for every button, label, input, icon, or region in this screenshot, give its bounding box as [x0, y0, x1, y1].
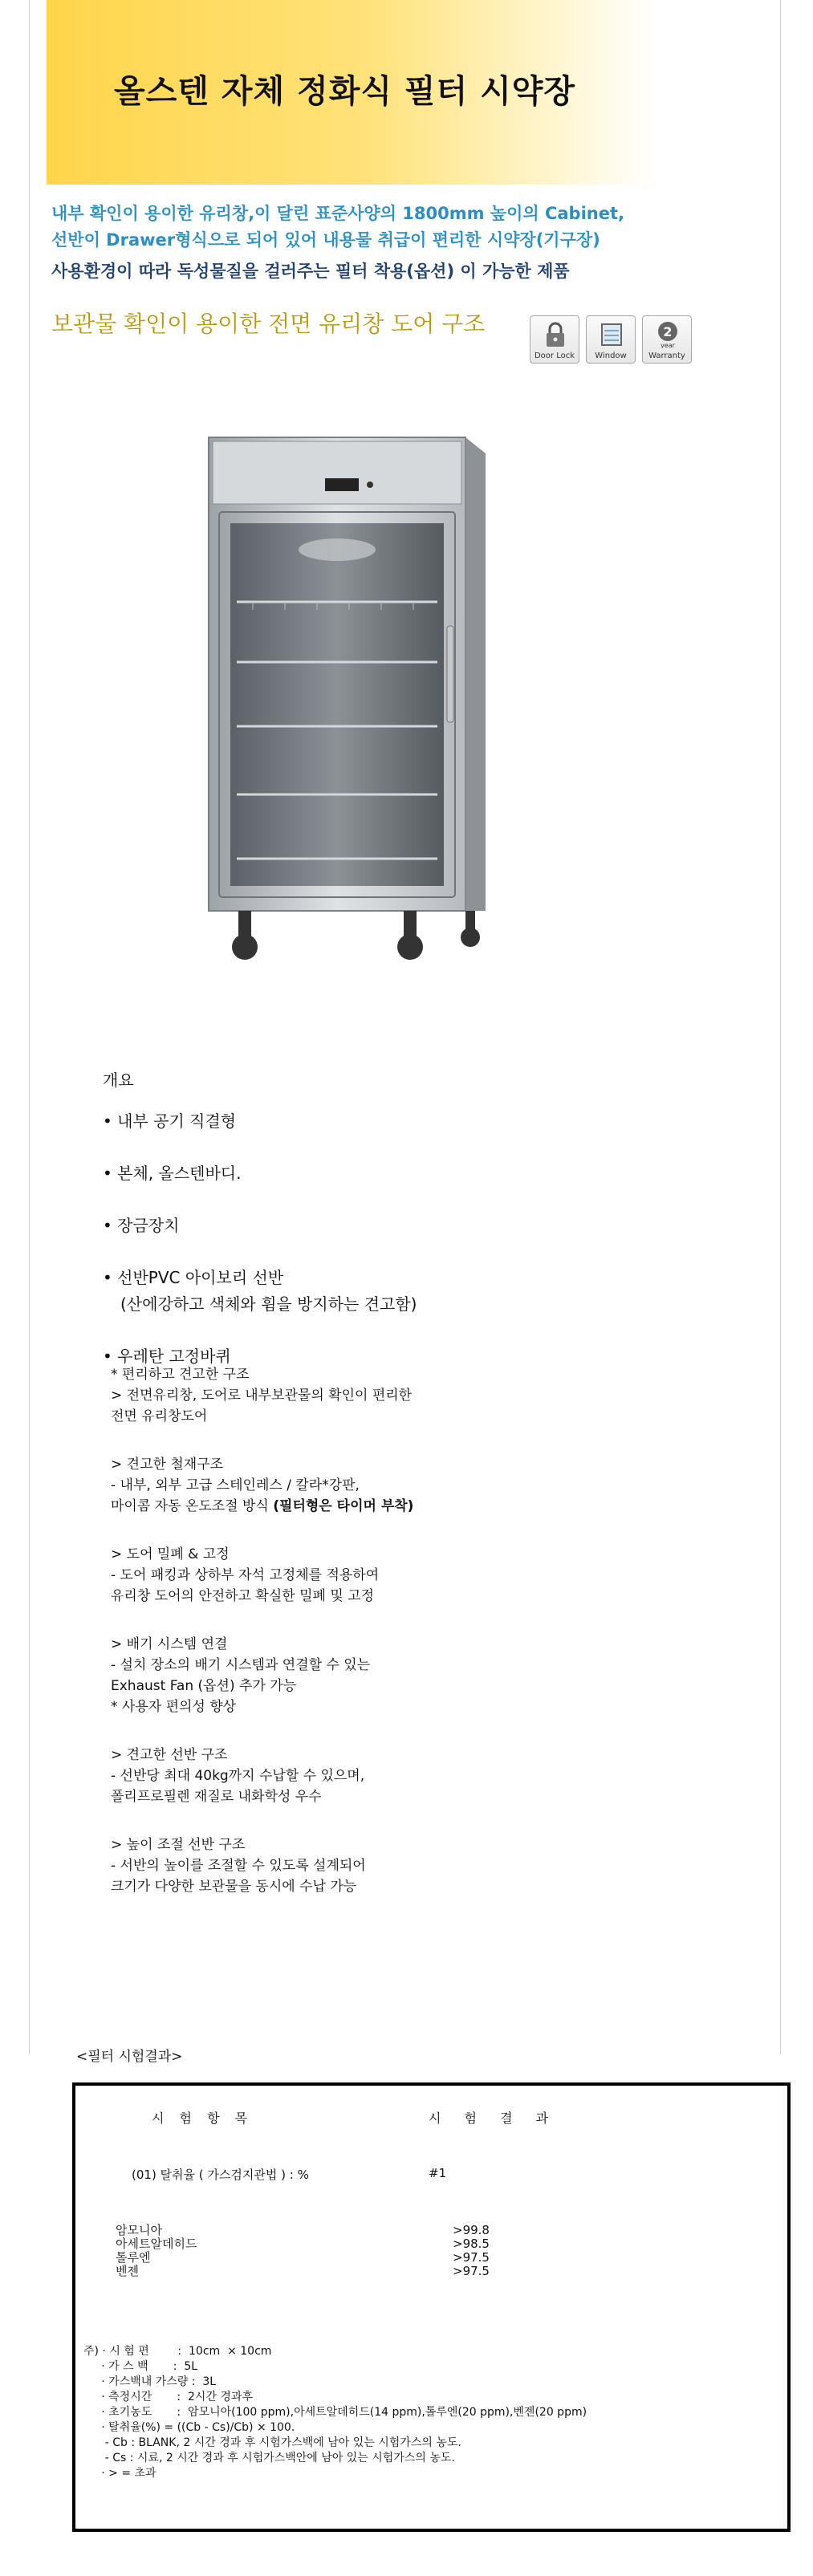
gas-row [116, 2224, 490, 2237]
detail-block-steel [111, 1454, 721, 1517]
warranty-icon [656, 321, 680, 348]
window-icon [600, 321, 624, 348]
filter-results-caption: <필터 시험결과> [76, 2049, 183, 2065]
overview-item [103, 1108, 417, 1132]
overview-item [103, 1160, 417, 1184]
detail-block-exhaust [111, 1634, 721, 1717]
badge-label: Window [595, 351, 627, 360]
note-line: · 가 스 백 : 5L [83, 2360, 198, 2373]
note-line: · 가스백내 가스량 : 3L [83, 2375, 217, 2388]
detail-line: - 선반당 최대 40kg까지 수납할 수 있으며, [111, 1768, 365, 1784]
detail-text: 마이콤 자동 온도조절 방식 [111, 1498, 274, 1514]
overview-item-text: • 장금장치 [103, 1216, 180, 1235]
detail-line: > 견고한 철재구조 [111, 1457, 224, 1473]
detail-block-shelf [111, 1745, 721, 1807]
overview-item [103, 1213, 417, 1236]
detail-line: - 내부, 외부 고급 스테인레스 / 칼라*강판, [111, 1477, 360, 1493]
detail-line: 유리창 도어의 안전하고 확실한 밀폐 및 고정 [111, 1588, 375, 1604]
gas-value: >97.5 [453, 2250, 490, 2265]
overview-title: 개요 [103, 1071, 134, 1090]
title-banner [47, 0, 689, 185]
feature-badges [530, 315, 692, 364]
gas-row [116, 2237, 490, 2251]
overview-section [103, 1067, 417, 1396]
detail-line: 크기가 다양한 보관물을 동시에 수납 가능 [111, 1879, 357, 1895]
intro-text [51, 201, 750, 254]
gas-value: >98.5 [453, 2237, 490, 2251]
detail-line: > 도어 밀폐 & 고정 [111, 1546, 230, 1562]
detail-line [111, 1496, 721, 1517]
note-line: · > = 초과 [83, 2467, 157, 2480]
overview-item-sub: (산에강하고 색체와 휨을 방지하는 견고함) [120, 1294, 417, 1314]
detail-line: - 설치 장소의 배기 시스템과 연결할 수 있는 [111, 1657, 371, 1673]
overview-item [103, 1265, 417, 1314]
section-heading: 보관물 확인이 용이한 전면 유리창 도어 구조 [51, 311, 486, 337]
detail-line: - 도어 패킹과 상하부 자석 고정체를 적용하여 [111, 1567, 380, 1583]
overview-item-text: • 내부 공기 직결형 [103, 1111, 237, 1131]
gas-value: >97.5 [453, 2264, 490, 2278]
results-header-item: 시 험 항 목 [152, 2111, 254, 2126]
detail-block-convenient [111, 1364, 721, 1427]
page-frame-right [780, 0, 781, 2054]
gas-results [116, 2224, 490, 2278]
gas-row [116, 2265, 490, 2278]
note-line: · 측정시간 : 2시간 경과후 [83, 2391, 253, 2403]
gas-name: 아세트알데히드 [116, 2237, 197, 2251]
filter-results-table [72, 2082, 791, 2532]
detail-line: 폴리프로필렌 재질로 내화학성 우수 [111, 1789, 322, 1805]
detail-line: > 높이 조절 선반 구조 [111, 1837, 246, 1853]
note-line: · 초기농도 : 암모니아(100 ppm),아세트알데히드(14 ppm),톨루엔(20 ppm),벤젠(20 ppm) [83, 2406, 587, 2419]
filter-option-note: 사용환경이 따라 독성물질을 걸러주는 필터 착용(옵션) 이 가능한 제품 [51, 262, 570, 281]
intro-line: 선반이 Drawer형식으로 되어 있어 내용물 취급이 편리한 시약장(기구장) [51, 230, 600, 250]
detail-block-door [111, 1544, 721, 1607]
detail-line: * 사용자 편의성 향상 [111, 1699, 237, 1715]
window-badge [586, 315, 636, 364]
detail-block-height [111, 1834, 721, 1897]
note-line: · 탈취율(%) = ((Cb - Cs)/Cb) × 100. [83, 2421, 295, 2434]
overview-item [103, 1343, 417, 1367]
warranty-badge [642, 315, 692, 364]
detail-line: > 배기 시스템 연결 [111, 1636, 228, 1652]
timer-note: (필터형은 타이머 부착) [273, 1498, 414, 1514]
badge-label: Door Lock [534, 351, 575, 360]
note-line: 주) · 시 험 편 : 10cm × 10cm [83, 2345, 272, 2358]
cabinet-image [189, 417, 502, 963]
gas-name: 암모니아 [116, 2223, 162, 2237]
overview-item-text: • 우레탄 고정바퀴 [103, 1347, 231, 1366]
test-method-label: (01) 탈취율 ( 가스검지관법 ) : % [132, 2168, 309, 2182]
warranty-year: year [661, 342, 675, 348]
overview-item-text: • 선반PVC 아이보리 선반 [103, 1268, 284, 1287]
gas-row [116, 2251, 490, 2265]
feature-details [111, 1364, 721, 1924]
badge-label: Warranty [648, 351, 685, 360]
results-header-result: 시 험 결 과 [429, 2111, 559, 2126]
test-conditions-notes [83, 2344, 587, 2481]
detail-line: * 편리하고 견고한 구조 [111, 1367, 250, 1383]
warranty-number: 2 [663, 324, 673, 339]
detail-line: 전면 유리창도어 [111, 1408, 208, 1424]
detail-line: > 전면유리창, 도어로 내부보관물의 확인이 편리한 [111, 1388, 413, 1404]
detail-line: > 견고한 선반 구조 [111, 1747, 228, 1763]
page-frame-left [29, 0, 30, 2054]
gas-name: 벤젠 [116, 2264, 139, 2278]
overview-item-text: • 본체, 올스텐바디. [103, 1164, 242, 1183]
door-lock-badge [530, 315, 579, 364]
intro-line: 내부 확인이 용이한 유리창,이 달린 표준사양의 1800mm 높이의 Cabinet, [51, 204, 624, 223]
detail-line: Exhaust Fan (옵션) 추가 가능 [111, 1678, 297, 1694]
page-title: 올스텐 자체 정화식 필터 시약장 [114, 73, 576, 110]
lock-icon [543, 321, 567, 348]
gas-name: 톨루엔 [116, 2250, 151, 2265]
sample-label: #1 [429, 2166, 447, 2180]
note-line: - Cb : BLANK, 2 시간 경과 후 시험가스백에 남아 있는 시험가스의 농도. [83, 2436, 461, 2449]
gas-value: >99.8 [453, 2223, 490, 2237]
note-line: - Cs : 시료, 2 시간 경과 후 시험가스백안에 남아 있는 시험가스의 농도. [83, 2452, 455, 2464]
detail-line: - 서반의 높이를 조절할 수 있도록 설계되어 [111, 1858, 366, 1874]
